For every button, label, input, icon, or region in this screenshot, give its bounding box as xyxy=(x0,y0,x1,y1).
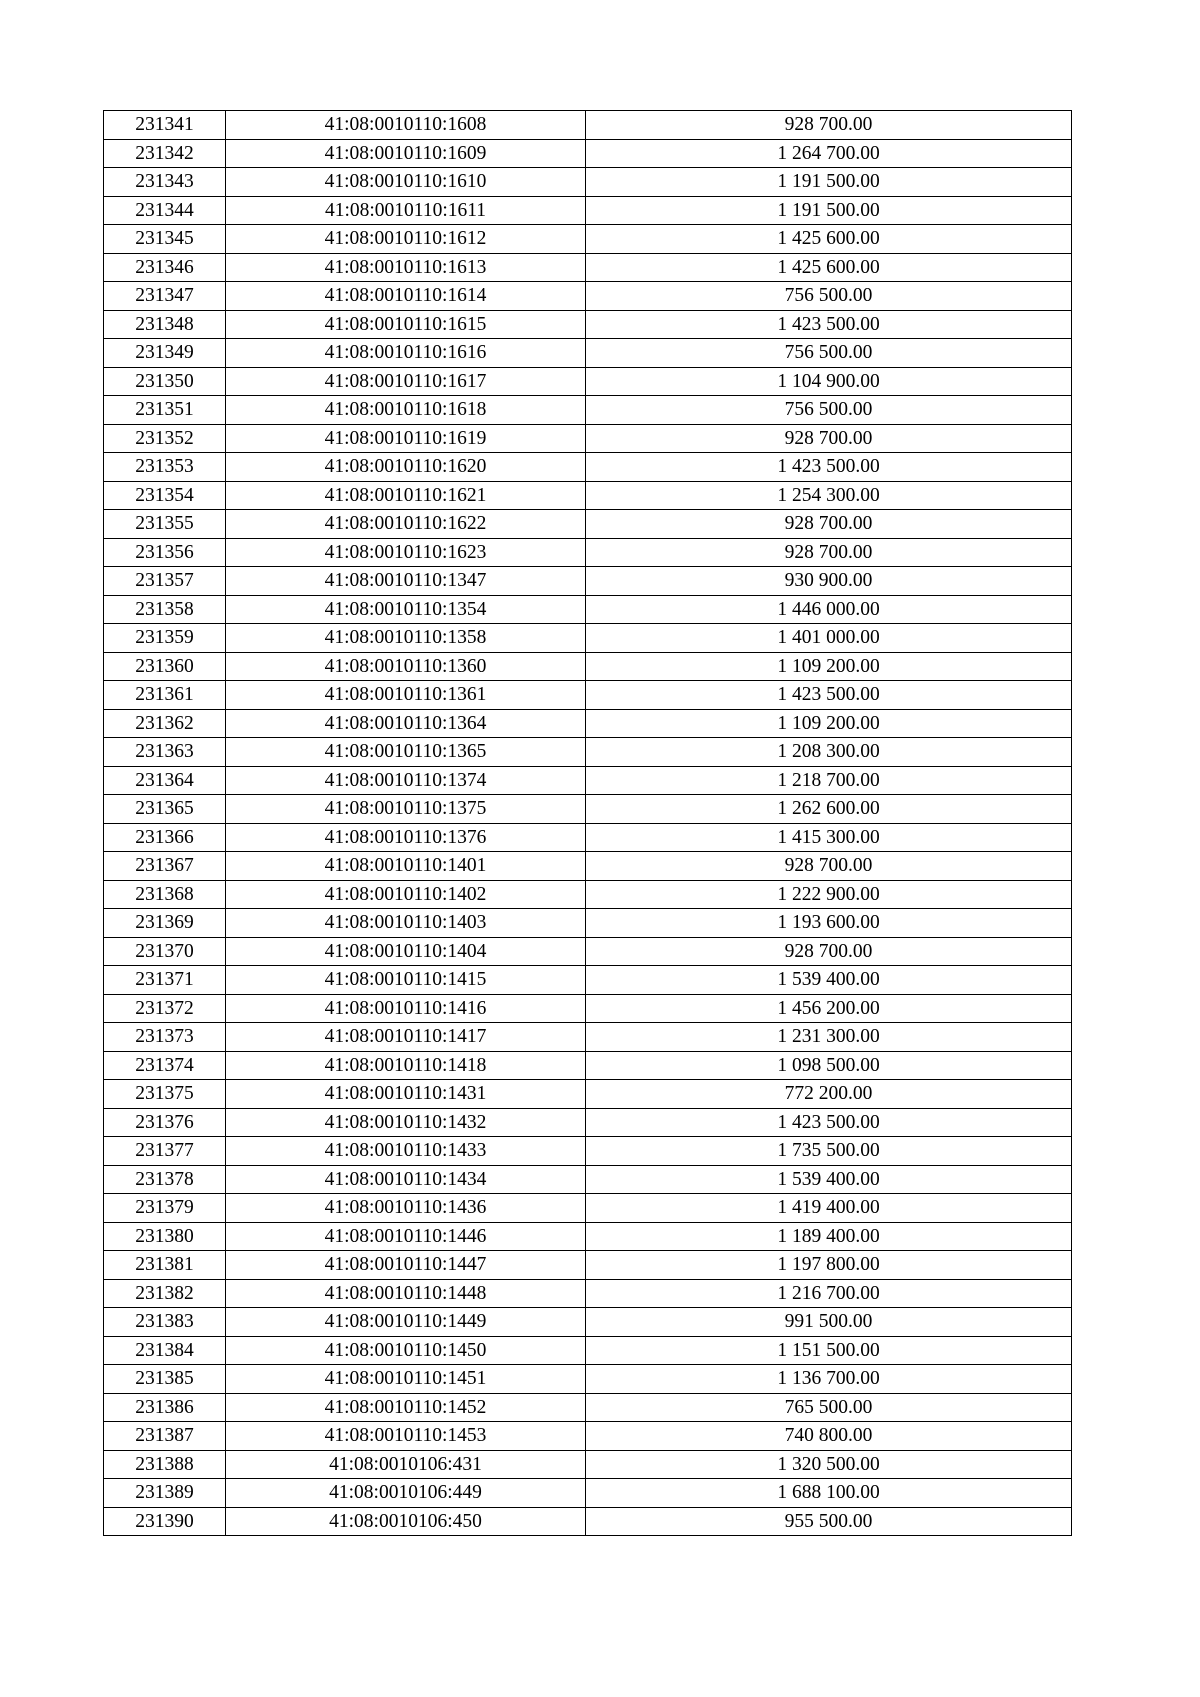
cadastral-number-cell: 41:08:0010110:1617 xyxy=(226,367,586,396)
row-number-cell: 231379 xyxy=(104,1194,226,1223)
cadastral-number-cell: 41:08:0010110:1347 xyxy=(226,567,586,596)
cadastral-number-cell: 41:08:0010110:1364 xyxy=(226,709,586,738)
row-number-cell: 231366 xyxy=(104,823,226,852)
value-cell: 928 700.00 xyxy=(586,111,1072,140)
table-row xyxy=(104,1080,1072,1109)
row-number-cell: 231377 xyxy=(104,1137,226,1166)
cadastral-number-cell: 41:08:0010106:449 xyxy=(226,1479,586,1508)
table-row xyxy=(104,823,1072,852)
cadastral-number-cell: 41:08:0010110:1623 xyxy=(226,538,586,567)
value-cell: 928 700.00 xyxy=(586,852,1072,881)
row-number-cell: 231345 xyxy=(104,225,226,254)
row-number-cell: 231374 xyxy=(104,1051,226,1080)
value-cell: 756 500.00 xyxy=(586,339,1072,368)
cadastral-number-cell: 41:08:0010110:1376 xyxy=(226,823,586,852)
table-row xyxy=(104,1479,1072,1508)
table-row xyxy=(104,595,1072,624)
row-number-cell: 231358 xyxy=(104,595,226,624)
cadastral-number-cell: 41:08:0010110:1417 xyxy=(226,1023,586,1052)
table-row xyxy=(104,1507,1072,1536)
cadastral-value-table xyxy=(103,110,1072,1536)
table-row xyxy=(104,738,1072,767)
table-row xyxy=(104,1336,1072,1365)
table-row xyxy=(104,424,1072,453)
value-cell: 1 401 000.00 xyxy=(586,624,1072,653)
row-number-cell: 231341 xyxy=(104,111,226,140)
value-cell: 1 688 100.00 xyxy=(586,1479,1072,1508)
value-cell: 955 500.00 xyxy=(586,1507,1072,1536)
row-number-cell: 231383 xyxy=(104,1308,226,1337)
table-row xyxy=(104,111,1072,140)
value-cell: 1 446 000.00 xyxy=(586,595,1072,624)
table-row xyxy=(104,481,1072,510)
row-number-cell: 231380 xyxy=(104,1222,226,1251)
table-row xyxy=(104,453,1072,482)
table-row xyxy=(104,253,1072,282)
value-cell: 1 254 300.00 xyxy=(586,481,1072,510)
row-number-cell: 231387 xyxy=(104,1422,226,1451)
value-cell: 1 109 200.00 xyxy=(586,709,1072,738)
cadastral-number-cell: 41:08:0010110:1612 xyxy=(226,225,586,254)
cadastral-number-cell: 41:08:0010110:1447 xyxy=(226,1251,586,1280)
table-row xyxy=(104,795,1072,824)
table-row xyxy=(104,1279,1072,1308)
value-cell: 1 539 400.00 xyxy=(586,966,1072,995)
row-number-cell: 231365 xyxy=(104,795,226,824)
row-number-cell: 231347 xyxy=(104,282,226,311)
row-number-cell: 231378 xyxy=(104,1165,226,1194)
row-number-cell: 231372 xyxy=(104,994,226,1023)
cadastral-number-cell: 41:08:0010110:1615 xyxy=(226,310,586,339)
value-cell: 1 264 700.00 xyxy=(586,139,1072,168)
row-number-cell: 231359 xyxy=(104,624,226,653)
table-row xyxy=(104,168,1072,197)
cadastral-number-cell: 41:08:0010110:1403 xyxy=(226,909,586,938)
value-cell: 740 800.00 xyxy=(586,1422,1072,1451)
row-number-cell: 231385 xyxy=(104,1365,226,1394)
table-row xyxy=(104,852,1072,881)
cadastral-number-cell: 41:08:0010110:1374 xyxy=(226,766,586,795)
table-row xyxy=(104,880,1072,909)
table-row xyxy=(104,966,1072,995)
row-number-cell: 231348 xyxy=(104,310,226,339)
cadastral-number-cell: 41:08:0010110:1451 xyxy=(226,1365,586,1394)
table-row xyxy=(104,1108,1072,1137)
table-row xyxy=(104,396,1072,425)
table-row xyxy=(104,1393,1072,1422)
value-cell: 1 104 900.00 xyxy=(586,367,1072,396)
row-number-cell: 231373 xyxy=(104,1023,226,1052)
cadastral-number-cell: 41:08:0010110:1415 xyxy=(226,966,586,995)
value-cell: 1 425 600.00 xyxy=(586,253,1072,282)
value-cell: 1 191 500.00 xyxy=(586,196,1072,225)
value-cell: 756 500.00 xyxy=(586,396,1072,425)
cadastral-number-cell: 41:08:0010110:1621 xyxy=(226,481,586,510)
row-number-cell: 231355 xyxy=(104,510,226,539)
value-cell: 1 193 600.00 xyxy=(586,909,1072,938)
row-number-cell: 231353 xyxy=(104,453,226,482)
cadastral-number-cell: 41:08:0010110:1354 xyxy=(226,595,586,624)
row-number-cell: 231368 xyxy=(104,880,226,909)
cadastral-number-cell: 41:08:0010110:1432 xyxy=(226,1108,586,1137)
value-cell: 1 231 300.00 xyxy=(586,1023,1072,1052)
table-row xyxy=(104,510,1072,539)
value-cell: 928 700.00 xyxy=(586,424,1072,453)
table-row xyxy=(104,1194,1072,1223)
table-row xyxy=(104,994,1072,1023)
cadastral-number-cell: 41:08:0010110:1375 xyxy=(226,795,586,824)
row-number-cell: 231361 xyxy=(104,681,226,710)
row-number-cell: 231388 xyxy=(104,1450,226,1479)
value-cell: 1 109 200.00 xyxy=(586,652,1072,681)
value-cell: 1 320 500.00 xyxy=(586,1450,1072,1479)
value-cell: 1 425 600.00 xyxy=(586,225,1072,254)
cadastral-number-cell: 41:08:0010106:431 xyxy=(226,1450,586,1479)
table-row xyxy=(104,310,1072,339)
table-row xyxy=(104,1051,1072,1080)
table-row xyxy=(104,766,1072,795)
table-row xyxy=(104,1222,1072,1251)
cadastral-number-cell: 41:08:0010110:1452 xyxy=(226,1393,586,1422)
value-cell: 928 700.00 xyxy=(586,937,1072,966)
cadastral-number-cell: 41:08:0010110:1404 xyxy=(226,937,586,966)
value-cell: 1 197 800.00 xyxy=(586,1251,1072,1280)
table-row xyxy=(104,937,1072,966)
value-cell: 1 456 200.00 xyxy=(586,994,1072,1023)
table-row xyxy=(104,282,1072,311)
row-number-cell: 231342 xyxy=(104,139,226,168)
cadastral-number-cell: 41:08:0010110:1361 xyxy=(226,681,586,710)
cadastral-number-cell: 41:08:0010110:1358 xyxy=(226,624,586,653)
cadastral-number-cell: 41:08:0010110:1619 xyxy=(226,424,586,453)
table-row xyxy=(104,538,1072,567)
value-cell: 991 500.00 xyxy=(586,1308,1072,1337)
table-row xyxy=(104,225,1072,254)
row-number-cell: 231343 xyxy=(104,168,226,197)
table-row xyxy=(104,652,1072,681)
table-row xyxy=(104,1308,1072,1337)
cadastral-number-cell: 41:08:0010110:1449 xyxy=(226,1308,586,1337)
value-cell: 1 098 500.00 xyxy=(586,1051,1072,1080)
value-cell: 756 500.00 xyxy=(586,282,1072,311)
value-cell: 930 900.00 xyxy=(586,567,1072,596)
cadastral-number-cell: 41:08:0010110:1613 xyxy=(226,253,586,282)
table-row xyxy=(104,1251,1072,1280)
table-row xyxy=(104,709,1072,738)
cadastral-number-cell: 41:08:0010110:1360 xyxy=(226,652,586,681)
row-number-cell: 231354 xyxy=(104,481,226,510)
row-number-cell: 231360 xyxy=(104,652,226,681)
value-cell: 928 700.00 xyxy=(586,538,1072,567)
value-cell: 1 423 500.00 xyxy=(586,1108,1072,1137)
cadastral-number-cell: 41:08:0010110:1448 xyxy=(226,1279,586,1308)
cadastral-number-cell: 41:08:0010110:1450 xyxy=(226,1336,586,1365)
value-cell: 1 423 500.00 xyxy=(586,681,1072,710)
cadastral-number-cell: 41:08:0010110:1620 xyxy=(226,453,586,482)
value-cell: 1 415 300.00 xyxy=(586,823,1072,852)
cadastral-number-cell: 41:08:0010110:1618 xyxy=(226,396,586,425)
row-number-cell: 231376 xyxy=(104,1108,226,1137)
row-number-cell: 231367 xyxy=(104,852,226,881)
cadastral-number-cell: 41:08:0010110:1433 xyxy=(226,1137,586,1166)
row-number-cell: 231357 xyxy=(104,567,226,596)
row-number-cell: 231352 xyxy=(104,424,226,453)
row-number-cell: 231389 xyxy=(104,1479,226,1508)
row-number-cell: 231382 xyxy=(104,1279,226,1308)
row-number-cell: 231381 xyxy=(104,1251,226,1280)
row-number-cell: 231386 xyxy=(104,1393,226,1422)
table-row xyxy=(104,1450,1072,1479)
row-number-cell: 231350 xyxy=(104,367,226,396)
row-number-cell: 231371 xyxy=(104,966,226,995)
value-cell: 765 500.00 xyxy=(586,1393,1072,1422)
table-row xyxy=(104,624,1072,653)
row-number-cell: 231369 xyxy=(104,909,226,938)
row-number-cell: 231349 xyxy=(104,339,226,368)
table-row xyxy=(104,681,1072,710)
cadastral-number-cell: 41:08:0010110:1611 xyxy=(226,196,586,225)
document-table-container xyxy=(103,110,1072,1536)
row-number-cell: 231370 xyxy=(104,937,226,966)
cadastral-number-cell: 41:08:0010110:1446 xyxy=(226,1222,586,1251)
table-row xyxy=(104,367,1072,396)
value-cell: 1 189 400.00 xyxy=(586,1222,1072,1251)
value-cell: 1 191 500.00 xyxy=(586,168,1072,197)
value-cell: 772 200.00 xyxy=(586,1080,1072,1109)
cadastral-number-cell: 41:08:0010110:1401 xyxy=(226,852,586,881)
value-cell: 1 735 500.00 xyxy=(586,1137,1072,1166)
cadastral-number-cell: 41:08:0010110:1434 xyxy=(226,1165,586,1194)
value-cell: 1 218 700.00 xyxy=(586,766,1072,795)
table-row xyxy=(104,196,1072,225)
value-cell: 1 151 500.00 xyxy=(586,1336,1072,1365)
cadastral-number-cell: 41:08:0010110:1402 xyxy=(226,880,586,909)
row-number-cell: 231362 xyxy=(104,709,226,738)
cadastral-number-cell: 41:08:0010106:450 xyxy=(226,1507,586,1536)
table-row xyxy=(104,567,1072,596)
row-number-cell: 231346 xyxy=(104,253,226,282)
row-number-cell: 231390 xyxy=(104,1507,226,1536)
table-row xyxy=(104,339,1072,368)
cadastral-number-cell: 41:08:0010110:1436 xyxy=(226,1194,586,1223)
row-number-cell: 231384 xyxy=(104,1336,226,1365)
value-cell: 1 539 400.00 xyxy=(586,1165,1072,1194)
row-number-cell: 231344 xyxy=(104,196,226,225)
row-number-cell: 231351 xyxy=(104,396,226,425)
table-row xyxy=(104,139,1072,168)
table-body xyxy=(104,111,1072,1536)
value-cell: 928 700.00 xyxy=(586,510,1072,539)
table-row xyxy=(104,1137,1072,1166)
cadastral-number-cell: 41:08:0010110:1622 xyxy=(226,510,586,539)
value-cell: 1 136 700.00 xyxy=(586,1365,1072,1394)
table-row xyxy=(104,1365,1072,1394)
value-cell: 1 419 400.00 xyxy=(586,1194,1072,1223)
value-cell: 1 222 900.00 xyxy=(586,880,1072,909)
cadastral-number-cell: 41:08:0010110:1609 xyxy=(226,139,586,168)
table-row xyxy=(104,1023,1072,1052)
table-row xyxy=(104,1165,1072,1194)
cadastral-number-cell: 41:08:0010110:1608 xyxy=(226,111,586,140)
value-cell: 1 423 500.00 xyxy=(586,310,1072,339)
cadastral-number-cell: 41:08:0010110:1365 xyxy=(226,738,586,767)
value-cell: 1 208 300.00 xyxy=(586,738,1072,767)
cadastral-number-cell: 41:08:0010110:1610 xyxy=(226,168,586,197)
row-number-cell: 231356 xyxy=(104,538,226,567)
cadastral-number-cell: 41:08:0010110:1453 xyxy=(226,1422,586,1451)
row-number-cell: 231375 xyxy=(104,1080,226,1109)
value-cell: 1 216 700.00 xyxy=(586,1279,1072,1308)
cadastral-number-cell: 41:08:0010110:1416 xyxy=(226,994,586,1023)
value-cell: 1 423 500.00 xyxy=(586,453,1072,482)
table-row xyxy=(104,909,1072,938)
cadastral-number-cell: 41:08:0010110:1418 xyxy=(226,1051,586,1080)
row-number-cell: 231364 xyxy=(104,766,226,795)
value-cell: 1 262 600.00 xyxy=(586,795,1072,824)
table-row xyxy=(104,1422,1072,1451)
cadastral-number-cell: 41:08:0010110:1614 xyxy=(226,282,586,311)
row-number-cell: 231363 xyxy=(104,738,226,767)
cadastral-number-cell: 41:08:0010110:1616 xyxy=(226,339,586,368)
cadastral-number-cell: 41:08:0010110:1431 xyxy=(226,1080,586,1109)
